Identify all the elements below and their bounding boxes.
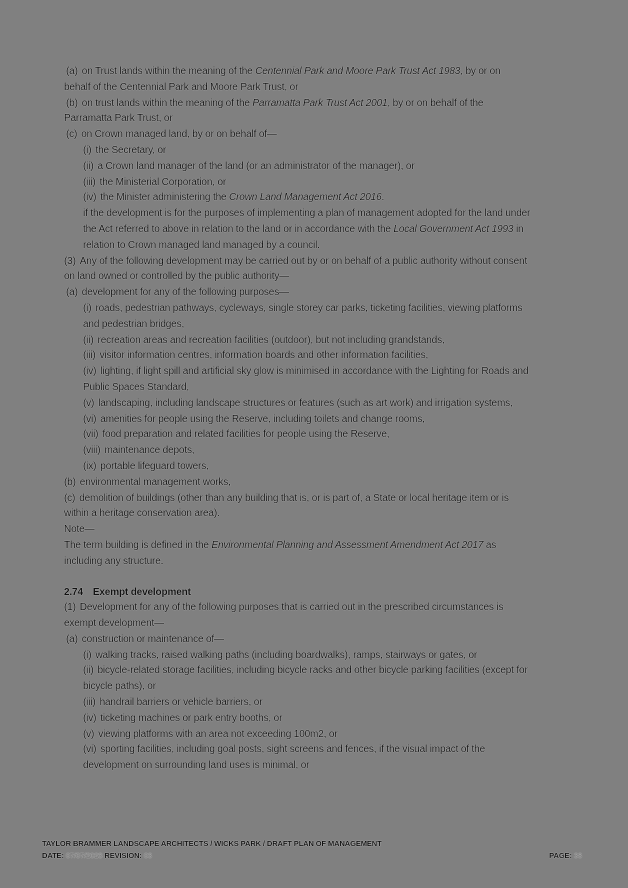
section-heading <box>64 585 579 601</box>
clause-text: amenities for people using the Reserve, including toilets and change rooms, <box>100 413 425 425</box>
clause-text: . <box>381 192 385 204</box>
clause-number: (vii) <box>83 429 99 441</box>
date-value: 07/07/2023 <box>65 851 103 860</box>
clause-text: landscaping, including landscape structures or features (such as art work) and irrigation systems, <box>98 397 513 409</box>
clause-text: Any of the following development may be carried out by or on behalf of a public authority without consent <box>79 255 528 267</box>
clause-line <box>64 506 579 522</box>
act-title: Local Government Act 1993 <box>393 223 514 235</box>
clause-line <box>64 412 579 428</box>
clause-text: development for any of the following purposes— <box>81 287 289 299</box>
clause-line <box>64 443 579 459</box>
page-value: 38 <box>573 851 582 860</box>
clause-line <box>64 64 579 80</box>
clause-text: recreation areas and recreation facilities (outdoor), but not including grandstands, <box>97 334 445 346</box>
clause-text: environmental management works, <box>79 476 231 488</box>
clause-text: on trust lands within the meaning of the <box>81 97 253 109</box>
clause-number: (vi) <box>83 744 97 756</box>
clause-text: bicycle paths), or <box>83 681 156 693</box>
date-label: DATE: <box>42 851 64 860</box>
clause-text: relation to Crown managed land managed by a council. <box>83 239 320 251</box>
clause-text: Note— <box>64 524 95 536</box>
clause-text: construction or maintenance of— <box>81 633 224 645</box>
act-title: Crown Land Management Act 2016 <box>229 192 382 204</box>
clause-text: on Trust lands within the meaning of the <box>81 66 256 77</box>
clause-line <box>64 600 579 616</box>
clause-text: the Ministerial Corporation, or <box>99 176 227 188</box>
clause-line <box>64 758 579 774</box>
clause-text: visitor information centres, information boards and other information facilities, <box>99 350 429 362</box>
clause-line <box>64 396 579 412</box>
clause-number: (iv) <box>83 712 97 724</box>
page-footer <box>42 838 582 862</box>
clause-line <box>64 648 579 664</box>
clause-line <box>64 616 579 632</box>
page-number <box>549 850 582 862</box>
section-number: 2.74 <box>64 586 83 598</box>
clause-line <box>64 175 579 191</box>
clause-line <box>64 238 579 254</box>
clause-text: ticketing machines or park entry booths, or <box>100 712 283 724</box>
clause-number: (ii) <box>83 665 94 677</box>
clause-line <box>64 554 579 570</box>
clause-text: the Secretary, or <box>95 144 167 156</box>
clause-text: if the development is for the purposes of implementing a plan of management adopted for the land under <box>83 208 531 220</box>
clause-number: (3) <box>64 255 76 267</box>
clause-line <box>64 632 579 648</box>
clause-number: (ix) <box>83 460 97 472</box>
clause-text: a Crown land manager of the land (or an administrator of the manager), or <box>97 160 415 172</box>
clause-text: sporting facilities, including goal posts, sight screens and fences, if the visual impact of the <box>100 744 485 756</box>
clause-text: Parramatta Park Trust, or <box>64 113 173 125</box>
document-body <box>64 64 579 774</box>
clause-line <box>64 301 579 317</box>
page-label: PAGE: <box>549 851 572 860</box>
clause-text: on Crown managed land, by or on behalf of— <box>81 129 277 141</box>
clause-line <box>64 285 579 301</box>
clause-number: (iii) <box>83 176 96 188</box>
clause-number: (i) <box>83 144 92 156</box>
clause-line <box>64 491 579 507</box>
clause-line <box>64 364 579 380</box>
footer-meta <box>42 850 152 862</box>
clause-number: (iii) <box>83 350 96 362</box>
clause-text: lighting, if light spill and artificial sky glow is minimised in accordance with the Lighting for Roads and <box>100 366 529 378</box>
clause-text: within a heritage conservation area). <box>64 508 220 520</box>
clause-number: (1) <box>64 602 76 614</box>
clause-text: development on surrounding land uses is minimal, or <box>83 760 310 772</box>
clause-text: maintenance depots, <box>104 445 195 457</box>
clause-line <box>64 538 579 554</box>
act-title: Centennial Park and Moore Park Trust Act 1983 <box>255 66 461 77</box>
clause-line <box>64 254 579 270</box>
clause-line <box>64 80 579 96</box>
clause-number: (b) <box>66 97 78 109</box>
clause-line <box>64 127 579 143</box>
clause-line <box>64 269 579 285</box>
clause-number: (c) <box>64 492 76 504</box>
clause-number: (iv) <box>83 366 97 378</box>
clause-line <box>64 317 579 333</box>
clause-number: (i) <box>83 649 92 661</box>
clause-text: as <box>483 539 497 551</box>
clause-line <box>64 663 579 679</box>
clause-text: bicycle-related storage facilities, including bicycle racks and other bicycle parking facilities (except for <box>97 665 528 677</box>
clause-text: demolition of buildings (other than any building that is, or is part of, a State or local heritage item or is <box>79 492 509 504</box>
clause-line <box>64 190 579 206</box>
clause-text: portable lifeguard towers, <box>100 460 209 472</box>
act-title: Parramatta Park Trust Act 2001 <box>252 97 388 109</box>
clause-text: on land owned or controlled by the public authority— <box>64 271 290 283</box>
clause-line <box>64 475 579 491</box>
clause-line <box>64 333 579 349</box>
clause-number: (v) <box>83 728 95 740</box>
clause-text: , by or on <box>460 66 501 77</box>
clause-text: viewing platforms with an area not exceeding 100m2, or <box>98 728 338 740</box>
clause-text: and pedestrian bridges, <box>83 318 185 330</box>
section-title: Exempt development <box>92 586 191 598</box>
clause-line <box>64 711 579 727</box>
clause-line <box>64 111 579 127</box>
clause-text: exempt development— <box>64 618 164 630</box>
clause-line <box>64 427 579 443</box>
clause-line <box>64 742 579 758</box>
clause-number: (c) <box>66 129 78 141</box>
clause-line <box>64 727 579 743</box>
clause-number: (vi) <box>83 413 97 425</box>
clause-text: The term building is defined in the <box>64 539 212 551</box>
clause-line <box>64 206 579 222</box>
clause-line <box>64 380 579 396</box>
clause-line <box>64 522 579 538</box>
clause-number: (b) <box>64 476 76 488</box>
clause-number: (a) <box>66 287 78 299</box>
clause-text: Development for any of the following purposes that is carried out in the prescribed circumstances is <box>79 602 504 614</box>
development-without-consent-clauses <box>64 64 579 570</box>
exempt-development-clauses <box>64 600 579 774</box>
clause-number: (i) <box>83 302 92 314</box>
clause-text: the Act referred to above in relation to the land or in accordance with the <box>83 223 394 235</box>
clause-number: (iii) <box>83 697 96 709</box>
clause-number: (a) <box>66 633 78 645</box>
clause-line <box>64 459 579 475</box>
clause-line <box>64 222 579 238</box>
clause-line <box>64 96 579 112</box>
clause-line <box>64 695 579 711</box>
clause-number: (iv) <box>83 192 97 204</box>
clause-line <box>64 679 579 695</box>
clause-text: , by or on behalf of the <box>387 97 484 109</box>
clause-number: (a) <box>66 66 78 77</box>
clause-text: Public Spaces Standard, <box>83 381 190 393</box>
clause-text: food preparation and related facilities for people using the Reserve, <box>102 429 390 441</box>
clause-number: (ii) <box>83 334 94 346</box>
clause-line <box>64 348 579 364</box>
clause-text: walking tracks, raised walking paths (including boardwalks), ramps, stairways or gates, or <box>95 649 478 661</box>
clause-text: roads, pedestrian pathways, cycleways, single storey car parks, ticketing facilities, viewing platforms <box>95 302 523 314</box>
clause-number: (viii) <box>83 445 101 457</box>
clause-text: including any structure. <box>64 555 164 567</box>
revision-value: 03 <box>143 851 152 860</box>
clause-line <box>64 159 579 175</box>
clause-line <box>64 143 579 159</box>
clause-text: handrail barriers or vehicle barriers, or <box>99 697 263 709</box>
clause-text: in <box>513 223 524 235</box>
clause-text: the Minister administering the <box>100 192 230 204</box>
footer-title: TAYLOR BRAMMER LANDSCAPE ARCHITECTS / WICKS PARK / DRAFT PLAN OF MANAGEMENT <box>42 839 382 848</box>
act-title: Environmental Planning and Assessment Amendment Act 2017 <box>211 539 484 551</box>
revision-label: REVISION: <box>104 851 142 860</box>
clause-text: behalf of the Centennial Park and Moore Park Trust, or <box>64 81 299 93</box>
clause-number: (v) <box>83 397 95 409</box>
clause-number: (ii) <box>83 160 94 172</box>
